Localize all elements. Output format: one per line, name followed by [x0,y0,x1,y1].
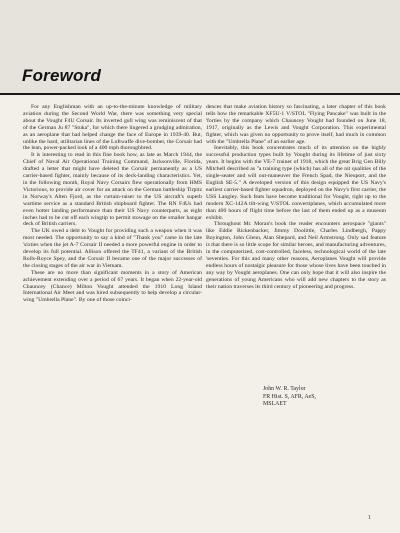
author-title: MSLAET [263,401,287,408]
paragraph: For any Englishman with an up-to-the-minute knowledge of military aviation during the Second World War, there was something very special about the Vought F4U Corsair. Its inverted gull wing was reminiscent of that of the German Ju 87 "Stuka", for which there lingered a grudging admiration, as an aeroplane that had helped change the face of Europe in 1939-40. But, unlike the hard, utilitarian lines of the Luftwaffe dive-bomber, the Corsair had the lean, power-packed look of a 400 mph thoroughbred. [23,104,202,152]
page-number: 1 [368,515,371,521]
right-column [206,104,386,290]
left-column [23,104,202,304]
signature-block [263,386,316,409]
author-name: John W. R. Taylor [263,386,306,392]
page-title: Foreword [22,66,102,85]
paragraph: dences that make aviation history so fascinating, a later chapter of this book tells how the remarkable XF5U-1 V/STOL "Flying Pancake" was built in the 'forties by the company which Chauncey Vought had founded on June 18, 1917, originally as the Lewis and Vought Corporation. This experimental fighter, which was given no opportunity to prove itself, had much in common with the "Umbrella Plane" of an earlier age. [206,104,386,145]
paragraph: These are no more than significant moments in a story of American achievement extending over a period of 67 years. It began when 22-year-old Chauncey (Chance) Milton Vought attended the 1910 Long Island International Air Meet and was hired subsequently to help develop a circular-wing "Umbrella Plane". By one of those coinci- [23,269,202,304]
author-credentials: FR Hist. S, AFR, AeS, [263,393,317,400]
paragraph: The UK owed a debt to Vought for providing such a weapon when it was most needed. The opportunity to say a kind of "Thank you" came in the late 'sixties when the jet A-7 Corsair II needed a more powerful engine in order to develop its full potential. Allison offered the TF41, a variant of the British Rolls-Royce Spey, and the Corsair II became one of the major successes of the closing stages of the air war in Vietnam. [23,228,202,269]
paragraph: Inevitably, this book concentrates much of its attention on the highly successful production types built by Vought during its lifetime of just sixty years. It begins with the VE-7 trainer of 1918, which the great Brig Gen Billy Mitchell described as "a training type (which) has all of the nit qualities of the single-seater and will out-maneuver the French Spad, the Nieuport, and the English SE-5." A developed version of this design equipped the US Navy's earliest carrier-based fighter squadron, deployed on the Navy's first carrier, the USS Langley. Such feats have become traditional for Vought, right up to the modern XC-142A tilt-wing V/STOL convertiplanes, which accumulated more than 400 hours of flight time before the last of them ended up as a museum exhibit. [206,145,386,221]
title-divider [0,93,400,95]
paragraph: Throughout Mr. Moran's book the reader encounters aerospace "giants" like Eddie Rickenbacker, Jimmy Doolittle, Charles Lindbergh, Pappy Boyington, John Glenn, Alan Shepard, and Neil Armstrong. Only sad feature is that there is so little scope for similar heroes, and manufacturing adventures, in the computerized, cost-controlled, faceless, technological world of the late 'seventies. For this and many other reasons, Aeroplanes Vought will provide endless hours of nostalgic pleasure for those whose lives have been touched in any way by Vought aeroplanes. One can only hope that it will also inspire the generations of young Americans who will add new chapters to the story as their nation traverses its third century of pioneering and progress. [206,221,386,290]
paragraph: It is interesting to read in this fine book how, as late as March 1944, the Chief of Naval Air Operational Training Command, Jacksonville, Florida, drafted a letter that might have deleted the Corsair permanently as a US carrier-based fighter, mainly because of its deck-landing characteristics. Yet, in the following month, Royal Navy Corsairs flew operationally from HMS Victorious, to provide air cover for an attack on the German battleship Tirpitz in Norway's Alten Fjord, as the curtain-raiser to the US aircraft's superb wartime service as a standard British shipboard fighter. The RN F4Us had even hotter landing performance than their US Navy counterparts, as eight inches had to be cut off each wingtip to permit stowage on the smaller hangar deck of British carriers. [23,152,202,228]
